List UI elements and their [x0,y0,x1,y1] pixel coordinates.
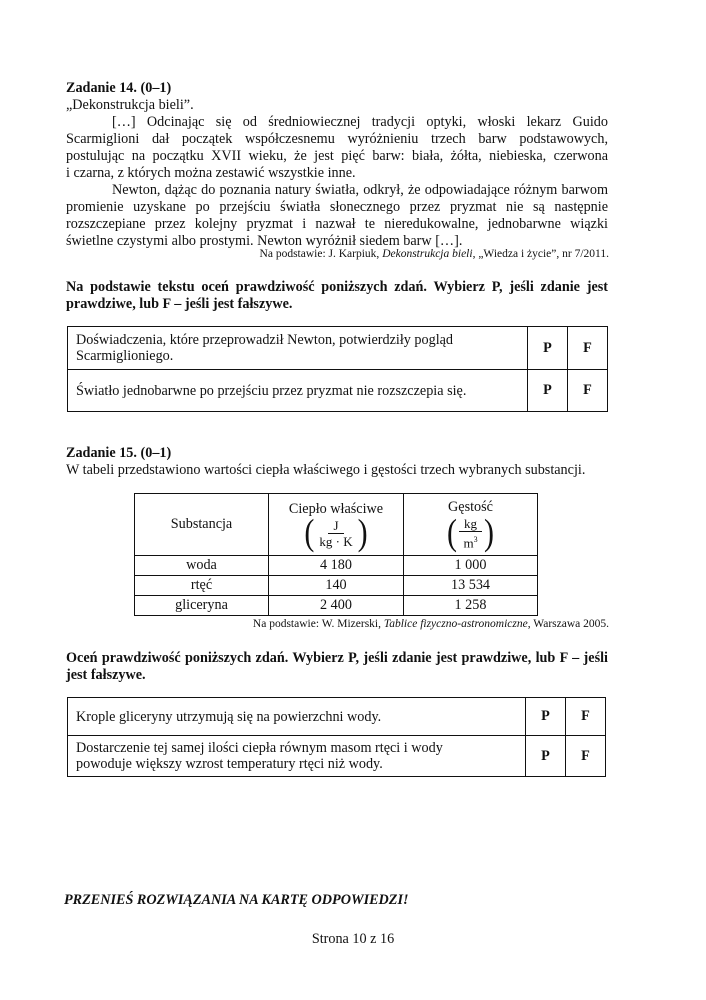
text-line: Na podstawie tekstu oceń prawdziwość poniższych zdań. Wybierz P, jeśli zdanie jest [66,279,608,295]
text-line: Scarmiglioni dał początek współczesnemu wyróżnieniu trzech barw podstawowych, [66,131,608,147]
option-f[interactable]: F [566,698,606,736]
option-p[interactable]: P [528,327,568,370]
statement-text [68,736,526,777]
text-line: i czarna, z których można zestawić wszystkie inne. [66,165,356,181]
task14-paragraph-2 [66,182,608,250]
source-prefix: Na podstawie: W. Mizerski, [252,618,384,630]
statement-row [68,736,606,777]
text-line: Newton, dążąc do poznania natury światła, odkrył, że odpowiadające różnym barwom [112,182,608,198]
task14-source [260,248,609,260]
option-f[interactable]: F [568,370,608,412]
substances-table [134,493,538,616]
task15-instruction [66,650,608,684]
table-header-row [135,494,538,556]
statement-row [68,327,608,370]
cell-substance: woda [135,556,269,576]
text-line: świetlne czystymi albo prostymi. Newton wyróżnił siedem barw […]. [66,233,463,249]
source-prefix: Na podstawie: J. Karpiuk, [259,248,383,260]
cell-density: 1 000 [404,556,538,576]
text-line: prawdziwe, lub F – jeśli jest fałszywe. [66,296,293,312]
task14-truefalse-table [67,326,608,412]
option-p[interactable]: P [526,736,566,777]
table-row [135,576,538,596]
statement-row [68,698,606,736]
text-line: promienie uzyskane po przejściu światła słonecznego przez pryzmat nie są następnie [66,199,608,215]
left-paren: ( [304,511,315,553]
text-line: Scarmiglioniego. [76,348,174,364]
header-substance: Substancja [135,494,269,556]
statement-row [68,370,608,412]
source-suffix: , Warszawa 2005. [527,618,609,630]
text-line: Doświadczenia, które przeprowadził Newton, potwierdziły pogląd [76,332,454,348]
task15-intro: W tabeli przedstawiono wartości ciepła właściwego i gęstości trzech wybranych substancji. [66,462,586,478]
cell-heat: 2 400 [269,596,404,616]
left-paren: ( [447,511,457,553]
cell-density: 1 258 [404,596,538,616]
unit-fraction [304,511,368,553]
source-suffix: , „Wiedza i życie”, nr 7/2011. [472,248,609,260]
task14-title: „Dekonstrukcja bieli”. [66,97,194,113]
statement-text [68,370,528,412]
text-line: Oceń prawdziwość poniższych zdań. Wybierz P, jeśli zdanie jest prawdziwe, lub F – jeśli [66,650,608,666]
text-line: jest fałszywe. [66,667,146,683]
option-p[interactable]: P [526,698,566,736]
transfer-answers-notice: PRZENIEŚ ROZWIĄZANIA NA KARTĘ ODPOWIEDZI! [64,892,409,908]
page-number: Strona 10 z 16 [311,931,395,947]
right-paren: ) [484,511,494,553]
unit-denominator: m [463,535,474,551]
cell-substance: gliceryna [135,596,269,616]
cell-density: 13 534 [404,576,538,596]
text-line: powoduje większy wzrost temperatury rtęci niż wody. [76,756,383,772]
cell-substance: rtęć [135,576,269,596]
task15-source [253,618,609,630]
text-line: […] Odcinając się od średniowiecznej tradycji optyki, włoski lekarz Guido [112,114,608,130]
task14-heading: Zadanie 14. (0–1) [66,80,172,96]
header-specific-heat [269,494,404,556]
table-row [135,556,538,576]
unit-denominator: kg · K [319,533,353,549]
statement-text [68,698,526,736]
table-row [135,596,538,616]
task15-heading: Zadanie 15. (0–1) [66,445,172,461]
header-label: Ciepło właściwe [288,500,384,517]
task14-paragraph-1 [66,114,608,182]
option-f[interactable]: F [566,736,606,777]
option-p[interactable]: P [528,370,568,412]
unit-fraction [447,511,494,553]
unit-exponent: 3 [473,534,478,544]
text-line: postulując na początku XVII wieku, że jest pięć barw: biała, żółta, niebieska, czerwona [66,148,608,164]
unit-numerator: kg [459,516,482,532]
task14-instruction [66,279,608,313]
right-paren: ) [357,511,368,553]
unit-numerator: J [328,518,343,534]
statement-text [68,327,528,370]
header-label: Gęstość [448,498,493,515]
text-line: Dostarczenie tej samej ilości ciepła równym masom rtęci i wody [76,740,443,756]
source-title: Tablice fizyczno-astronomiczne [383,618,528,630]
cell-heat: 140 [269,576,404,596]
task15-truefalse-table [67,697,606,777]
text-line: rozszczepiane przez kolejny pryzmat i nazwał te nieredukowalne, jednobarwne wiązki [66,216,608,232]
text-line: Światło jednobarwne po przejściu przez pryzmat nie rozszczepia się. [76,382,467,399]
text-line: Krople gliceryny utrzymują się na powierzchni wody. [76,708,382,725]
header-density [404,494,538,556]
source-title: Dekonstrukcja bieli [382,248,473,260]
cell-heat: 4 180 [269,556,404,576]
option-f[interactable]: F [568,327,608,370]
